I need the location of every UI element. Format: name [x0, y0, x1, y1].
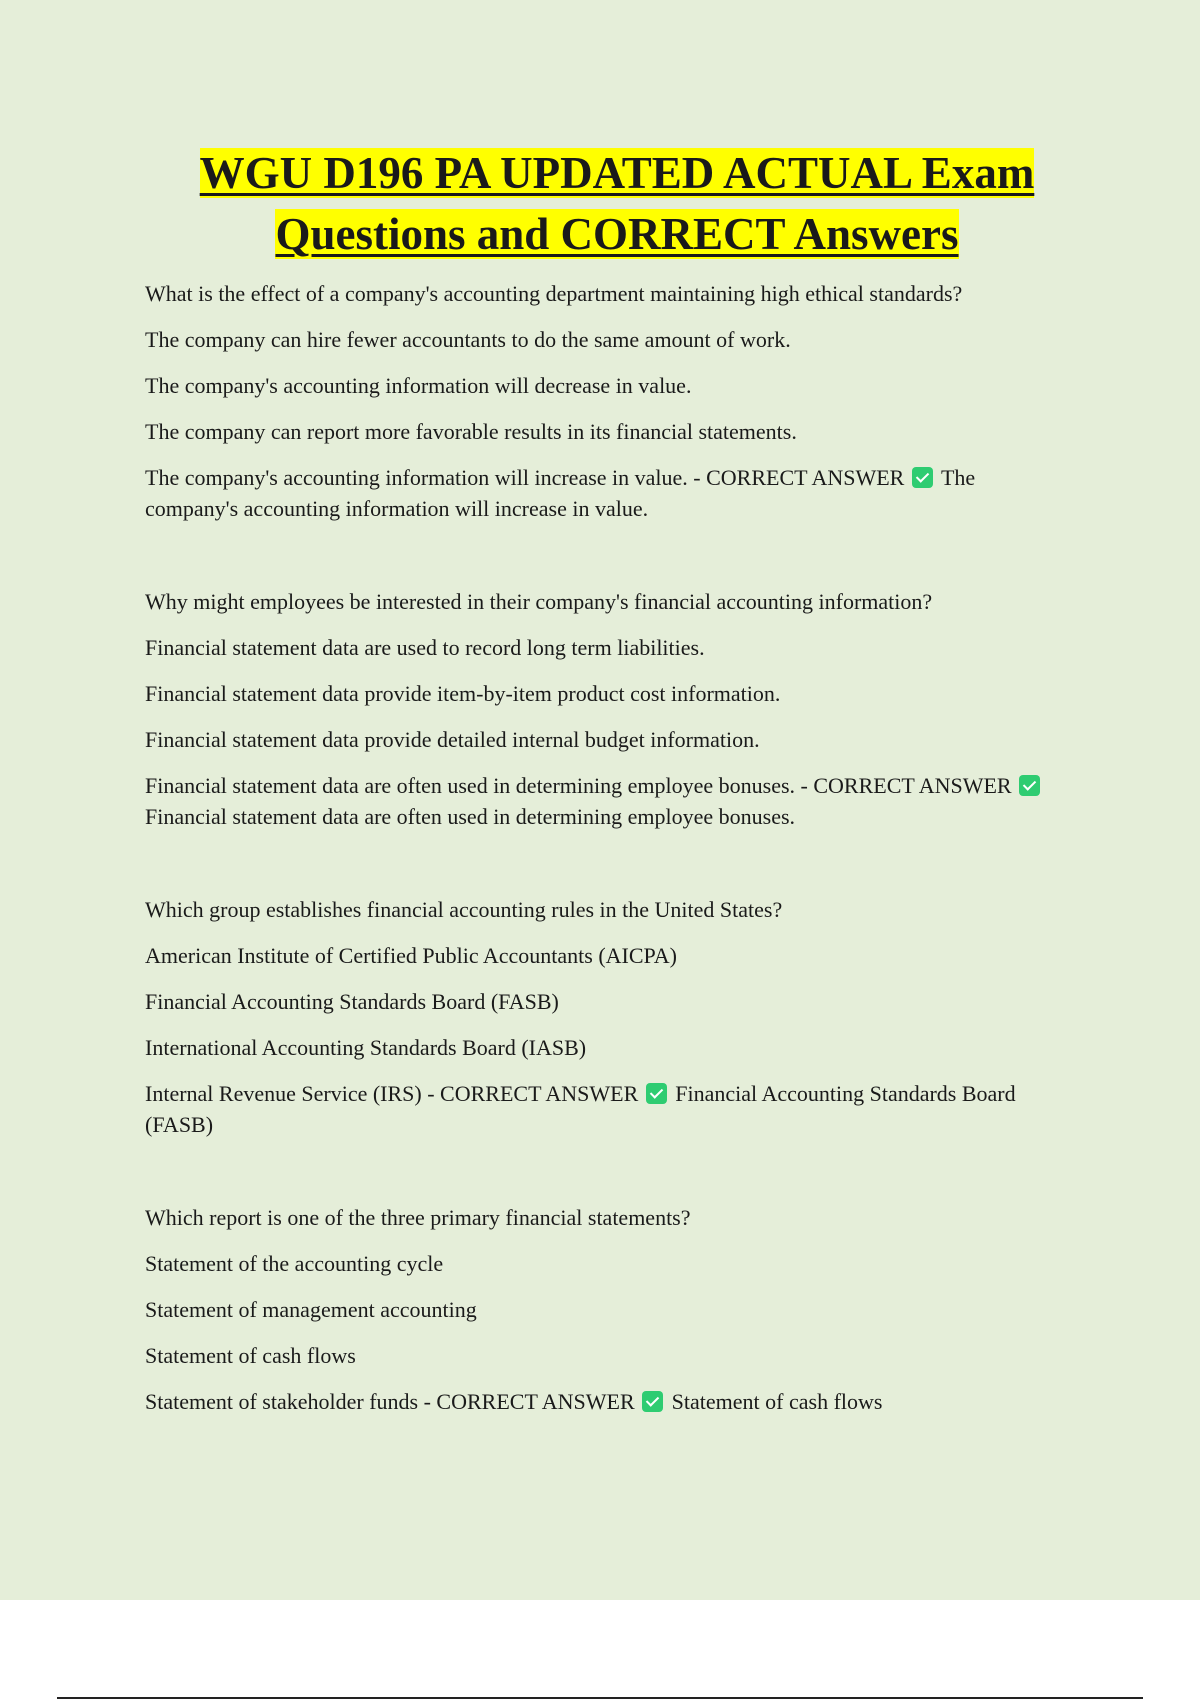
document-title [0, 143, 1200, 265]
correct-answer-text: Financial statement data are often used in determining employee bonuses. [145, 804, 796, 829]
last-option-text: Financial statement data are often used in determining employee bonuses. - CORRECT ANSWER [145, 773, 1012, 798]
answer-option: The company can hire fewer accountants to do the same amount of work. [145, 327, 791, 352]
answer-option: American Institute of Certified Public Accountants (AICPA) [145, 943, 677, 968]
correct-answer-text: The company's accounting information will increase in value. [145, 465, 976, 521]
question-block [145, 1202, 1065, 1432]
answer-option: Statement of management accounting [145, 1297, 477, 1322]
answer-option: Financial statement data are used to record long term liabilities. [145, 635, 705, 660]
answer-option-with-correct-answer [145, 1078, 1065, 1155]
answer-option: Statement of the accounting cycle [145, 1251, 444, 1276]
answer-option: The company's accounting information will decrease in value. [145, 373, 692, 398]
checkmark-icon [642, 1391, 663, 1412]
question-text: Which report is one of the three primary financial statements? [145, 1205, 691, 1230]
correct-answer-text: Financial Accounting Standards Board (FASB) [145, 1081, 1016, 1137]
checkmark-icon [912, 467, 933, 488]
question-block [145, 278, 1065, 539]
question-text: What is the effect of a company's accounting department maintaining high ethical standards? [145, 281, 963, 306]
question-text: Which group establishes financial accounting rules in the United States? [145, 897, 783, 922]
question-block [145, 894, 1065, 1155]
last-option-text: The company's accounting information will increase in value. - CORRECT ANSWER [145, 465, 905, 490]
title-line-1: WGU D196 PA UPDATED ACTUAL Exam [199, 148, 1035, 198]
question-text: Why might employees be interested in their company's financial accounting information? [145, 589, 933, 614]
checkmark-icon [646, 1083, 667, 1104]
answer-option: Financial Accounting Standards Board (FASB) [145, 989, 559, 1014]
question-block [145, 586, 1065, 847]
answer-option: Statement of cash flows [145, 1343, 356, 1368]
title-line-2: Questions and CORRECT Answers [275, 209, 959, 259]
last-option-text: Statement of stakeholder funds - CORRECT ANSWER [145, 1389, 635, 1414]
answer-option-with-correct-answer [145, 1386, 1065, 1432]
last-option-text: Internal Revenue Service (IRS) - CORRECT ANSWER [145, 1081, 639, 1106]
footer-divider [57, 1697, 1143, 1699]
question-list [145, 278, 1065, 1432]
correct-answer-text: Statement of cash flows [671, 1389, 883, 1414]
answer-option: International Accounting Standards Board (IASB) [145, 1035, 587, 1060]
answer-option: Financial statement data provide detailed internal budget information. [145, 727, 760, 752]
answer-option: The company can report more favorable results in its financial statements. [145, 419, 797, 444]
answer-option: Financial statement data provide item-by-item product cost information. [145, 681, 781, 706]
checkmark-icon [1019, 775, 1040, 796]
answer-option-with-correct-answer [145, 462, 1065, 539]
answer-option-with-correct-answer [145, 770, 1065, 847]
